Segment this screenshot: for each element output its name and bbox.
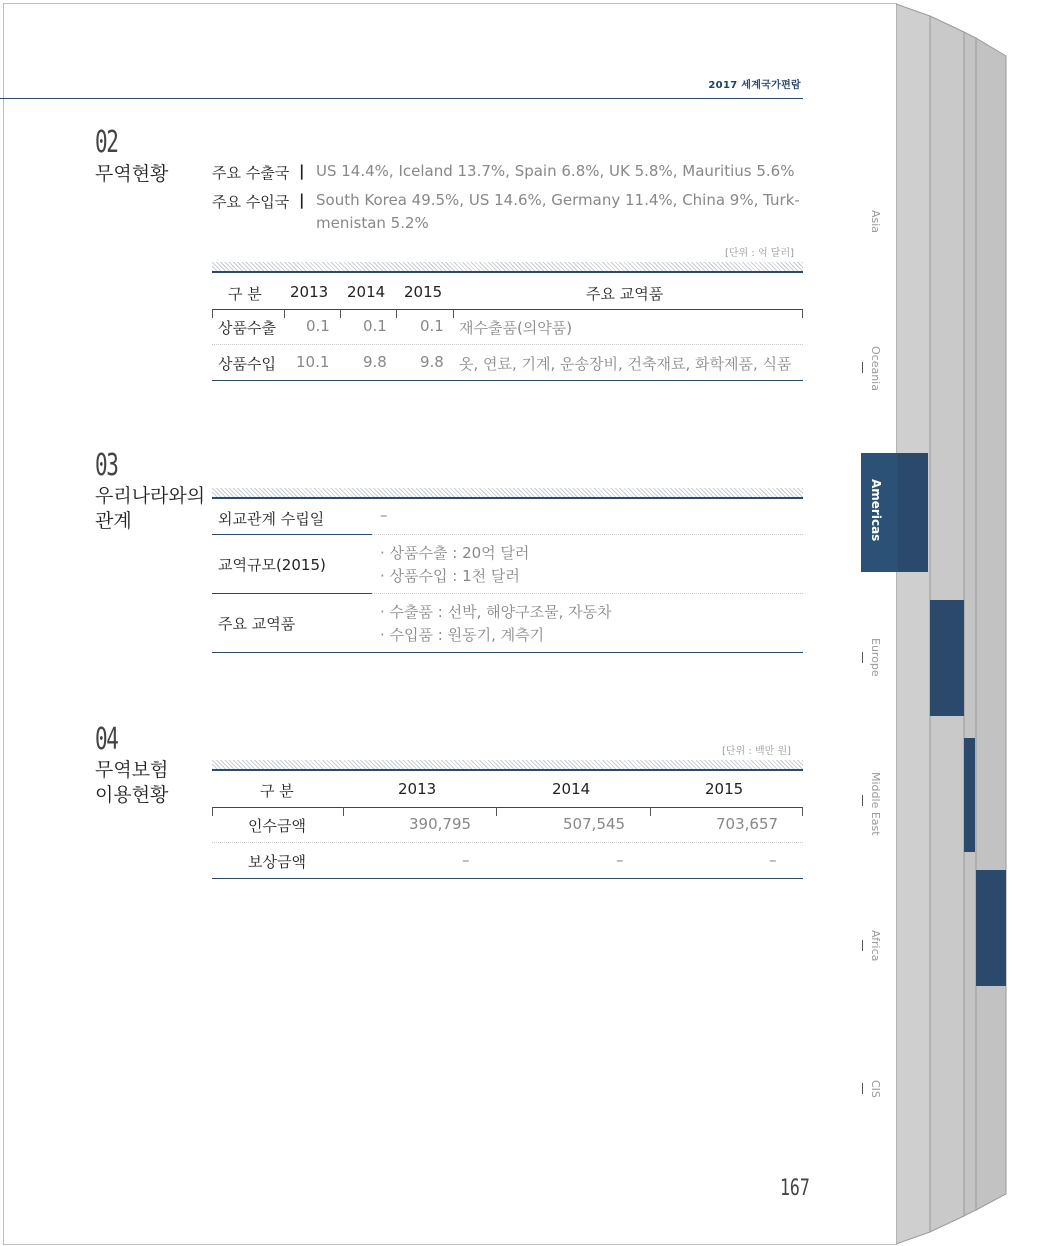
trade-header-goods: 주요 교역품	[586, 285, 664, 303]
region-tab-americas-label: Americas	[869, 479, 883, 542]
section-02-unit: [단위 : 억 달러]	[725, 248, 795, 259]
table-header-rule	[212, 807, 803, 808]
import-partners-value-line1: South Korea 49.5%, US 14.6%, Germany 11.4%, China 9%, Turk-	[316, 191, 800, 209]
table-hatch-band	[212, 488, 803, 497]
trade-volume-imports: · 상품수입 : 1천 달러	[380, 567, 520, 585]
table-top-rule	[212, 769, 803, 771]
table-header-rule	[212, 309, 803, 310]
row-label-compensation: 보상금액	[248, 853, 306, 871]
section-02-number: 02	[95, 125, 118, 160]
diplomatic-value: –	[380, 506, 388, 524]
table-top-rule	[212, 271, 803, 273]
import-partners-value-line2: menistan 5.2%	[316, 214, 429, 232]
imports-goods: 옷, 연료, 기계, 운송장비, 건축재료, 화학제품, 식품	[459, 355, 792, 373]
region-tab-oceania[interactable]: Oceania	[869, 346, 882, 391]
table-hatch-band	[212, 760, 803, 769]
export-partners-label: 주요 수출국	[212, 164, 290, 182]
compensation-2015: –	[769, 851, 777, 869]
page-number: 167	[780, 1176, 810, 1201]
row-label-trade-volume: 교역규모(2015)	[218, 556, 326, 574]
region-tab-asia[interactable]: Asia	[869, 210, 882, 234]
section-04-unit: [단위 : 백만 원]	[722, 746, 792, 757]
section-02-title: 무역현황	[95, 163, 169, 185]
import-partners-label: 주요 수입국	[212, 193, 290, 211]
trade-header-2013: 2013	[290, 283, 329, 301]
region-tab-cis[interactable]: CIS	[869, 1080, 882, 1098]
table-bottom-rule	[212, 652, 803, 653]
trade-header-2015: 2015	[404, 283, 443, 301]
section-03-title-line1: 우리나라와의	[95, 485, 206, 507]
underwriting-2013: 390,795	[409, 815, 472, 833]
table-bottom-rule	[212, 878, 803, 879]
table-bottom-rule	[212, 380, 803, 381]
import-separator: |	[299, 191, 305, 209]
book-edge-tabs	[896, 0, 1045, 1246]
region-tab-africa[interactable]: Africa	[869, 930, 882, 962]
region-tab-europe[interactable]: Europe	[869, 638, 882, 677]
exports-goods: 재수출품(의약품)	[459, 319, 573, 337]
header-rule	[0, 98, 803, 99]
trade-goods-imports: · 수입품 : 원동기, 계측기	[380, 626, 545, 644]
underwriting-2015: 703,657	[716, 815, 779, 833]
export-partners-value: US 14.4%, Iceland 13.7%, Spain 6.8%, UK 5.8%, Mauritius 5.6%	[316, 162, 795, 180]
compensation-2013: –	[462, 851, 470, 869]
exports-2013: 0.1	[306, 317, 330, 335]
section-04-title-line1: 무역보험	[95, 759, 169, 781]
imports-2013: 10.1	[296, 353, 330, 371]
section-03-title-line2: 관계	[95, 510, 132, 532]
section-04-number: 04	[95, 722, 118, 757]
insurance-header-2015: 2015	[705, 780, 744, 798]
underwriting-2014: 507,545	[563, 815, 626, 833]
row-label-diplomatic: 외교관계 수립일	[218, 510, 325, 528]
trade-header-2014: 2014	[347, 283, 386, 301]
section-04-title-line2: 이용현황	[95, 784, 169, 806]
exports-2015: 0.1	[420, 317, 444, 335]
row-label-underwriting: 인수금액	[248, 817, 306, 835]
section-03-number: 03	[95, 448, 118, 483]
region-tab-americas[interactable]	[861, 453, 898, 572]
imports-2014: 9.8	[363, 353, 387, 371]
table-top-rule	[212, 497, 803, 499]
row-label-exports: 상품수출	[218, 319, 276, 337]
row-label-imports: 상품수입	[218, 355, 276, 373]
insurance-header-category: 구 분	[260, 782, 294, 800]
running-header: 2017 세계국가편람	[708, 80, 801, 91]
insurance-header-2014: 2014	[552, 780, 591, 798]
trade-header-category: 구 분	[228, 285, 262, 303]
insurance-header-2013: 2013	[398, 780, 437, 798]
table-hatch-band	[212, 262, 803, 271]
exports-2014: 0.1	[363, 317, 387, 335]
trade-goods-exports: · 수출품 : 선박, 해양구조물, 자동차	[380, 603, 612, 621]
export-separator: |	[299, 162, 305, 180]
trade-volume-exports: · 상품수출 : 20억 달러	[380, 544, 530, 562]
imports-2015: 9.8	[420, 353, 444, 371]
row-label-trade-goods: 주요 교역품	[218, 615, 296, 633]
region-tab-middle-east[interactable]: Middle East	[869, 772, 882, 836]
compensation-2014: –	[616, 851, 624, 869]
